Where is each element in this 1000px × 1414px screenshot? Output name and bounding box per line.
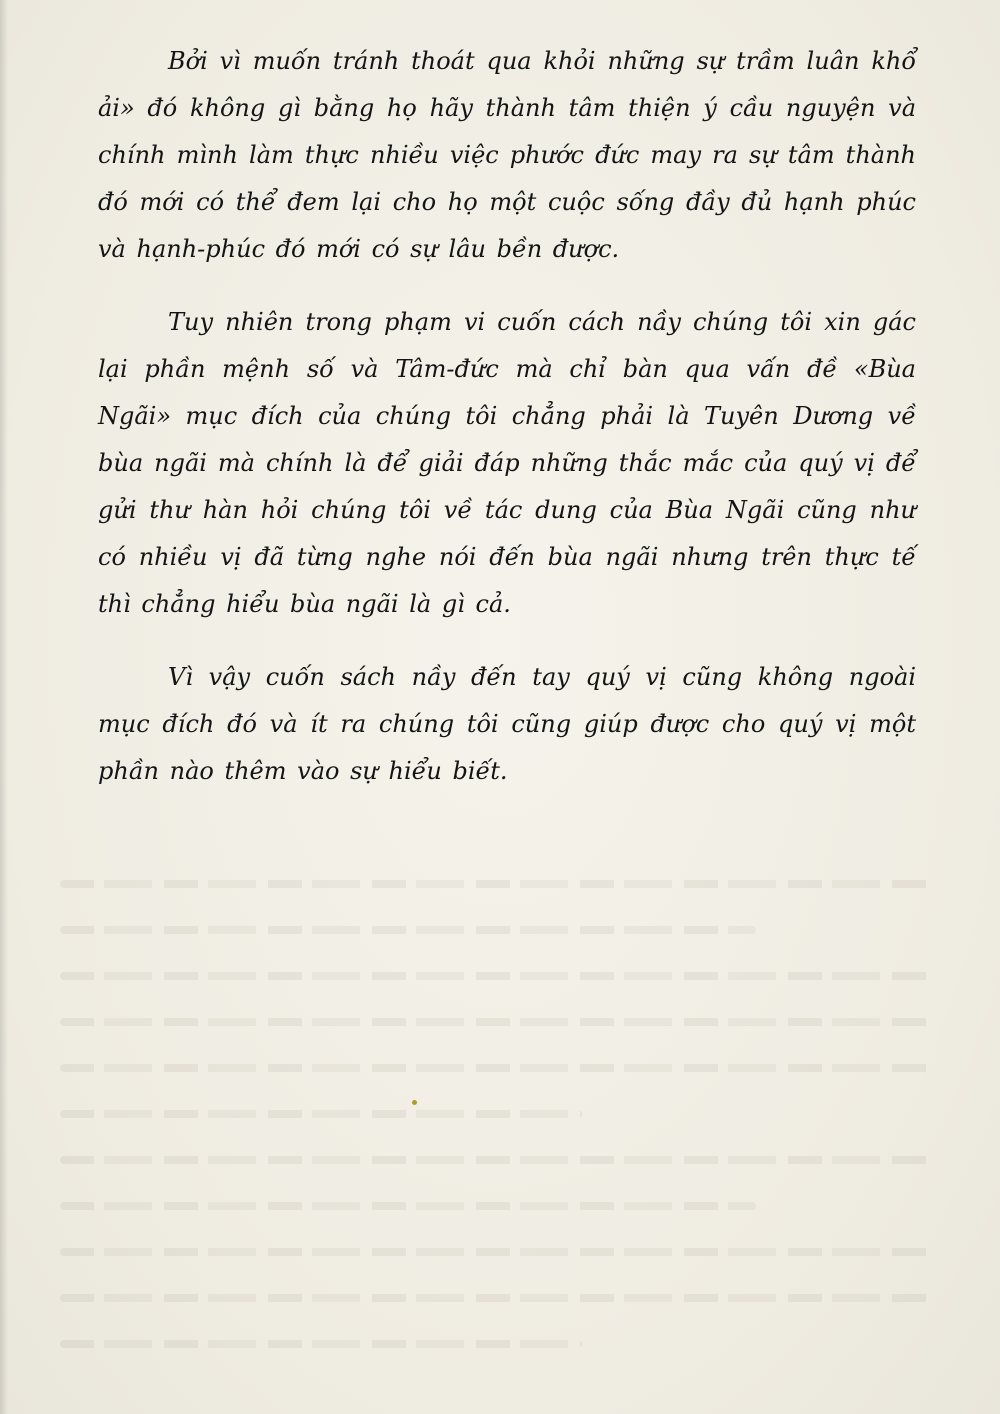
paragraph-3: Vì vậy cuốn sách nầy đến tay quý vị cũng không ngoài mục đích đó và ít ra chúng tôi cũng giúp được cho quý vị một phần nào thêm vào sự hiểu biết.	[98, 663, 916, 785]
body-text	[98, 38, 916, 821]
page-edge-shadow	[0, 0, 8, 1414]
ink-speck	[412, 1100, 417, 1105]
show-through-text	[60, 880, 930, 1400]
paragraph-1: Bởi vì muốn tránh thoát qua khỏi những sự trầm luân khổ ải» đó không gì bằng họ hãy thành tâm thiện ý cầu nguyện và chính mình làm thực nhiều việc phước đức may ra sự tâm thành đó mới có thể đem lại cho họ một cuộc sống đầy đủ hạnh phúc và hạnh-phúc đó mới có sự lâu bền được.	[98, 47, 916, 263]
paragraph-2: Tuy nhiên trong phạm vi cuốn cách nầy chúng tôi xin gác lại phần mệnh số và Tâm-đức mà chỉ bàn qua vấn đề «Bùa Ngãi» mục đích của chúng tôi chẳng phải là Tuyên Dương về bùa ngãi mà chính là để giải đáp những thắc mắc của quý vị để gửi thư hàn hỏi chúng tôi về tác dung của Bùa Ngãi cũng như có nhiều vị đã từng nghe nói đến bùa ngãi nhưng trên thực tế thì chẳng hiểu bùa ngãi là gì cả.	[98, 308, 916, 618]
